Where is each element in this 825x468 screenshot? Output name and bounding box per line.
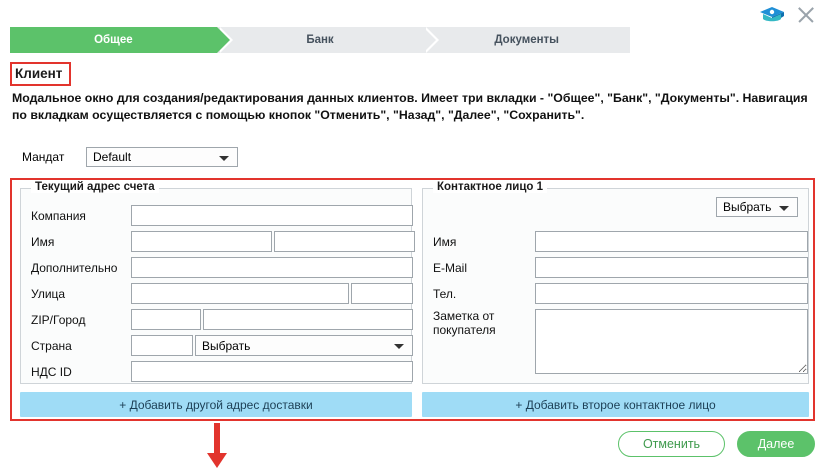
cancel-button[interactable] xyxy=(618,431,725,457)
cancel-button-label: Отменить xyxy=(642,437,701,451)
step-label: Документы xyxy=(494,34,560,46)
contact-email-input[interactable] xyxy=(535,257,808,278)
field-zip-city xyxy=(31,309,413,330)
last-name-input[interactable] xyxy=(274,231,415,252)
field-street xyxy=(31,283,413,304)
add-shipping-address-label: + Добавить другой адрес доставки xyxy=(119,397,313,412)
field-contact-email xyxy=(433,257,808,278)
step-bank[interactable] xyxy=(217,27,424,53)
zip-input[interactable] xyxy=(131,309,201,330)
street-input[interactable] xyxy=(131,283,349,304)
field-label: Дополнительно xyxy=(31,260,118,275)
field-label: НДС ID xyxy=(31,364,72,379)
step-arrow xyxy=(423,27,436,53)
graduation-cap-icon xyxy=(759,4,785,26)
field-contact-name xyxy=(433,231,808,252)
company-input[interactable] xyxy=(131,205,413,226)
contact-person-legend: Контактное лицо 1 xyxy=(433,181,547,193)
city-input[interactable] xyxy=(203,309,413,330)
contact-person-panel xyxy=(422,181,809,384)
country-select-value: Выбрать xyxy=(202,338,251,353)
field-name xyxy=(31,231,415,252)
contact-person-select-value: Выбрать xyxy=(723,200,772,214)
contact-phone-input[interactable] xyxy=(535,283,808,304)
field-label: Страна xyxy=(31,338,72,353)
chevron-down-icon xyxy=(779,206,789,211)
step-obshchee[interactable] xyxy=(10,27,217,53)
field-company xyxy=(31,205,413,226)
add-second-contact-button[interactable] xyxy=(422,392,809,417)
step-label: Общее xyxy=(94,34,133,46)
form-highlight-area xyxy=(10,178,815,421)
additional-input[interactable] xyxy=(131,257,413,278)
wizard-step-bar xyxy=(10,27,630,53)
field-label: Компания xyxy=(31,208,86,223)
chevron-down-icon xyxy=(219,156,229,161)
billing-address-panel xyxy=(20,181,412,384)
field-label: Заметка от покупателя xyxy=(433,309,496,337)
contact-person-select[interactable] xyxy=(716,197,798,217)
page-description: Модальное окно для создания/редактирования данных клиентов. Имеет три вкладки - "Общее", "Банк", "Документы". Навигация по вкладкам осуществляется с помощью кнопок "Отменить", "Назад", "Далее", "Сохранить". xyxy=(12,91,808,122)
mandate-select-value: Default xyxy=(93,150,132,164)
add-second-contact-label: + Добавить второе контактное лицо xyxy=(515,397,716,412)
field-additional xyxy=(31,257,413,278)
mandate-row xyxy=(22,147,238,167)
field-label: Имя xyxy=(31,234,55,249)
close-icon[interactable] xyxy=(795,4,817,26)
field-label: Улица xyxy=(31,286,66,301)
add-shipping-address-button[interactable] xyxy=(20,392,412,417)
field-country xyxy=(31,335,413,356)
step-label: Банк xyxy=(306,34,334,46)
country-select[interactable] xyxy=(195,335,413,356)
customer-note-textarea[interactable] xyxy=(535,309,808,374)
chevron-down-icon xyxy=(394,344,404,349)
page-title: Клиент xyxy=(10,62,71,86)
contact-name-input[interactable] xyxy=(535,231,808,252)
first-name-input[interactable] xyxy=(131,231,272,252)
window-controls xyxy=(759,4,817,26)
field-label: Тел. xyxy=(433,286,457,301)
field-label: ZIP/Город xyxy=(31,312,86,327)
step-arrow xyxy=(217,27,230,53)
next-button-label: Далее xyxy=(757,437,795,451)
mandate-label: Мандат xyxy=(22,150,65,164)
mandate-select[interactable] xyxy=(86,147,238,167)
field-label: E-Mail xyxy=(433,260,468,275)
country-code-input[interactable] xyxy=(131,335,193,356)
next-button[interactable] xyxy=(737,431,815,457)
vat-id-input[interactable] xyxy=(131,361,413,382)
step-dokumenty[interactable] xyxy=(423,27,630,53)
field-contact-phone xyxy=(433,283,808,304)
house-number-input[interactable] xyxy=(351,283,413,304)
field-vat-id xyxy=(31,361,413,382)
field-label: Имя xyxy=(433,234,457,249)
billing-address-legend: Текущий адрес счета xyxy=(31,181,159,193)
red-arrow-annotation xyxy=(207,423,227,468)
